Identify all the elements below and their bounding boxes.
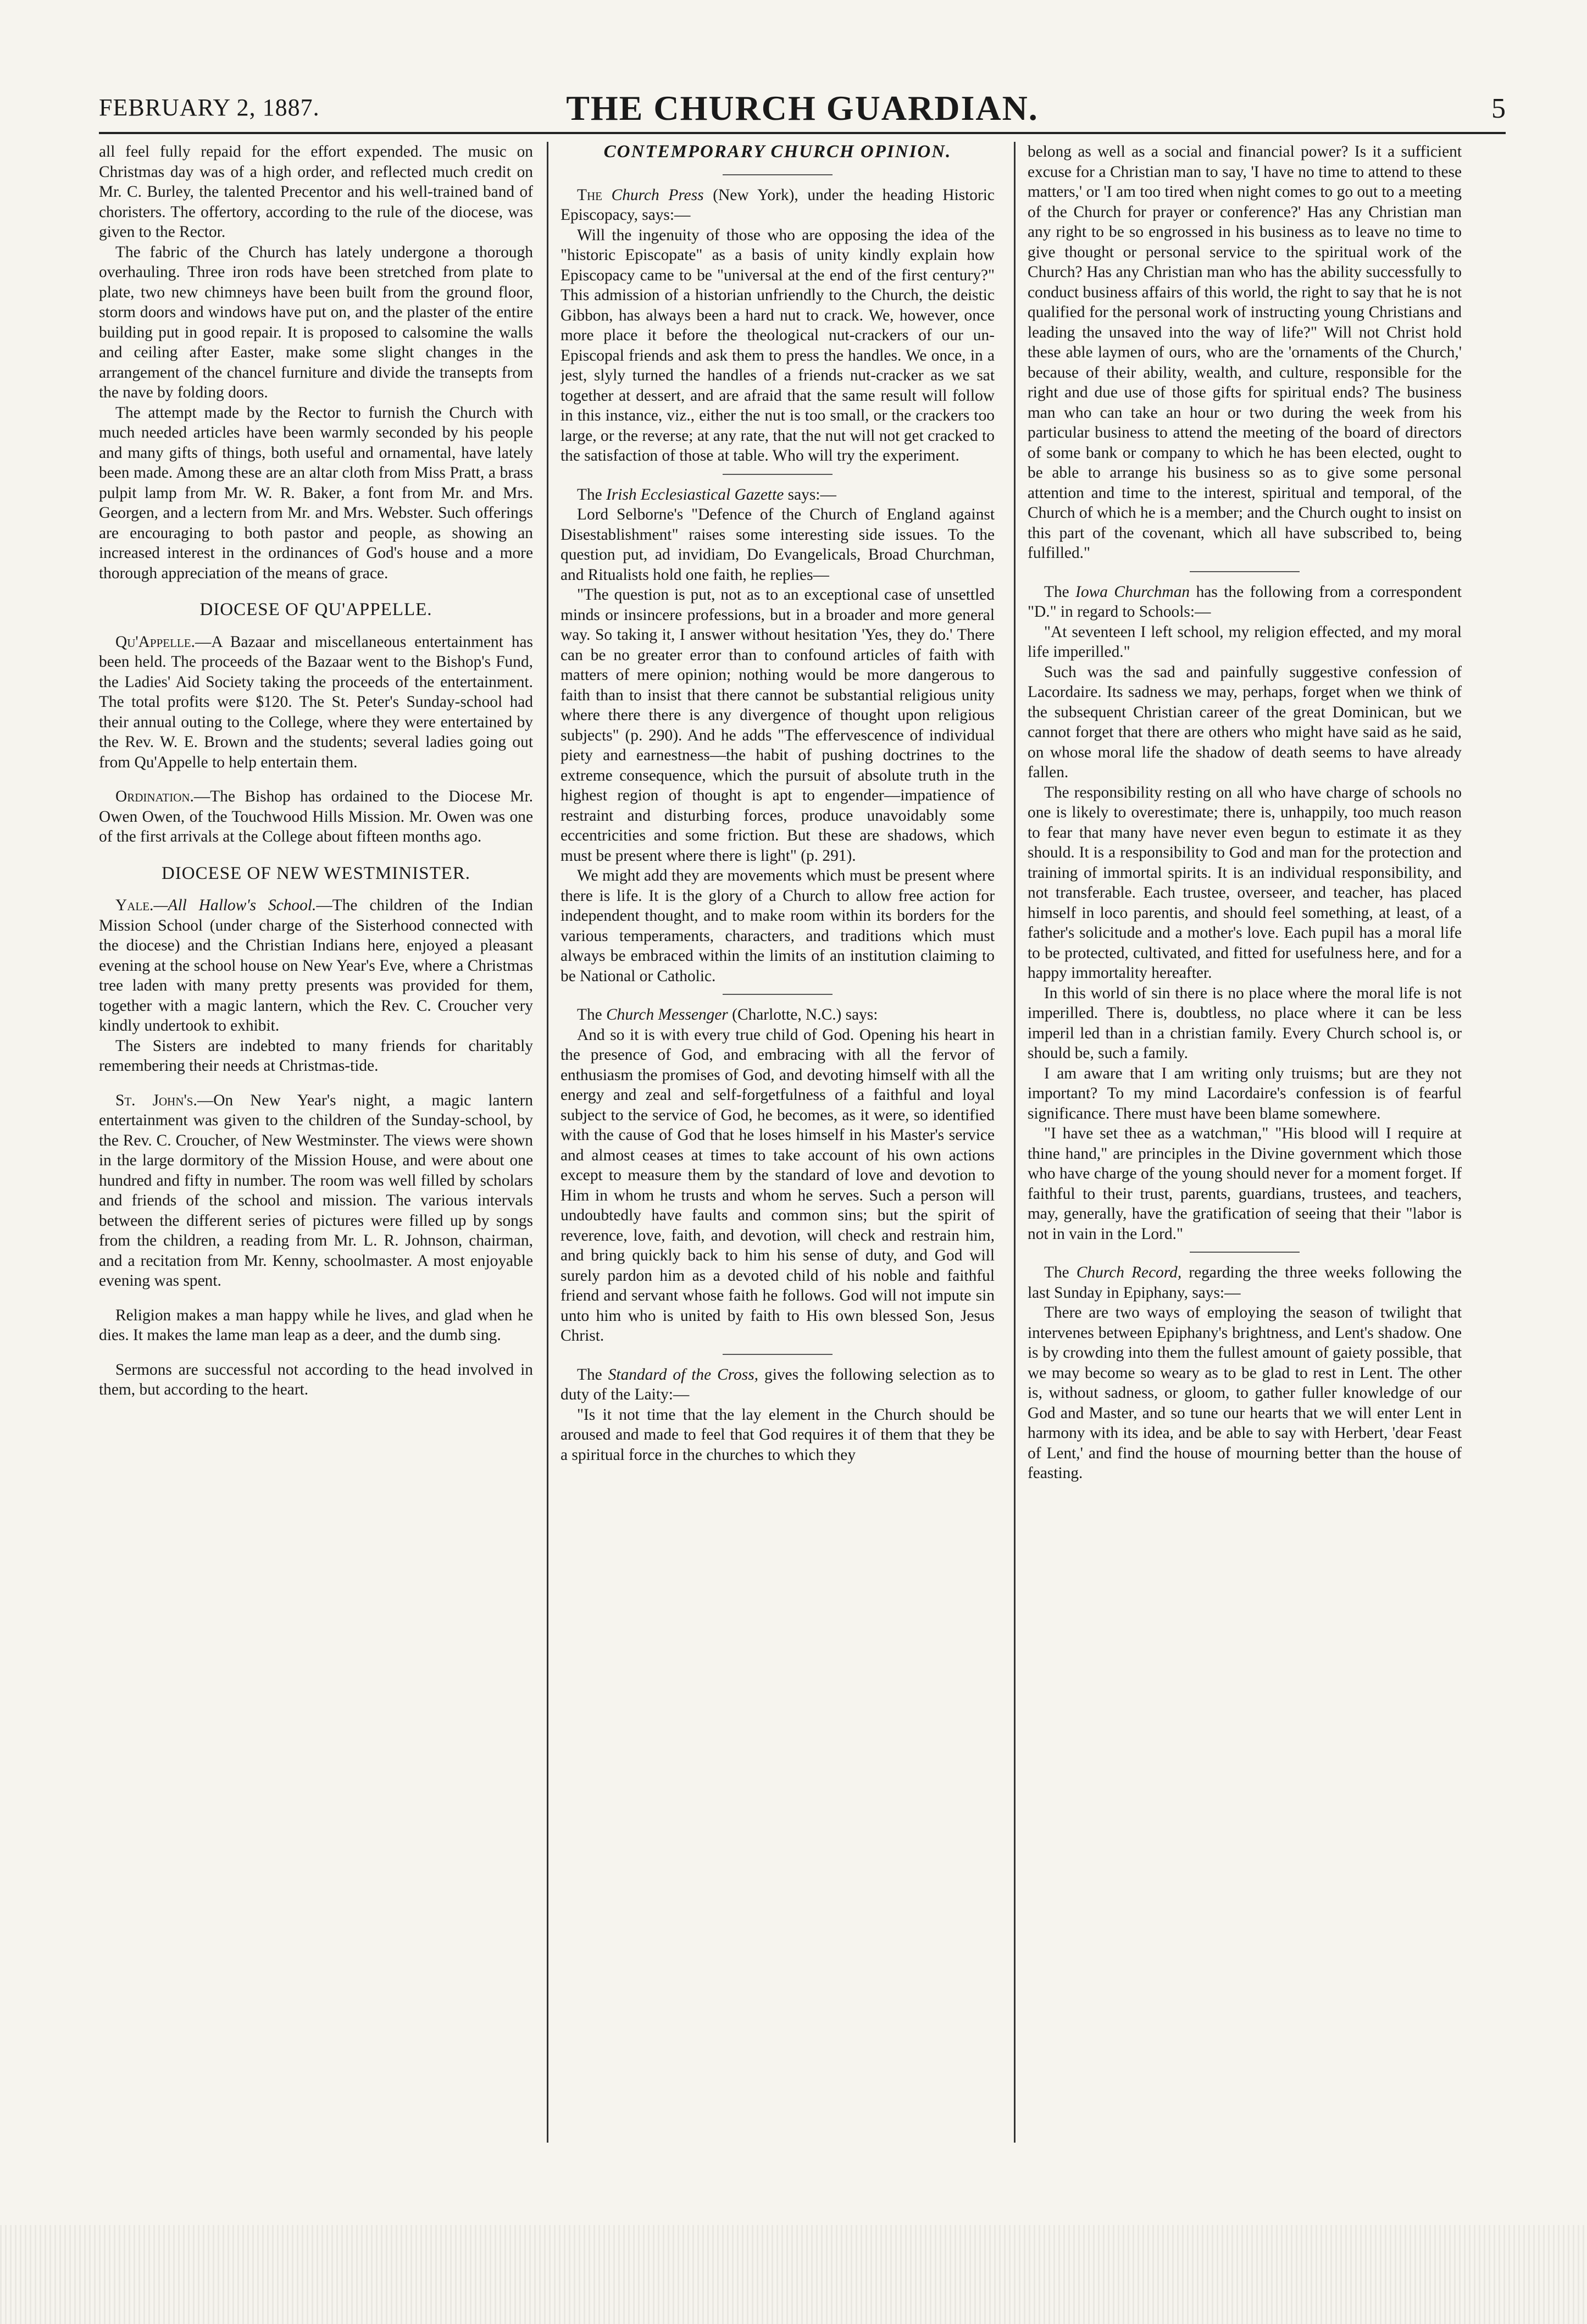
- column-2: [561, 142, 995, 2143]
- quoted-text: "I have set thee as a watchman," "His blood will I require at thine hand," are principles in the Divine government which those who have charge of the young should never for a moment forget. If faithful to their trust, parents, guardians, trustees, and teachers, may, generally, have the gratification of seeing that their "labor is not in vain in the Lord.": [1028, 1125, 1462, 1243]
- quote-intro: The Church Record, regarding the three weeks following the last Sunday in Epiphany, says:—: [1028, 1264, 1462, 1302]
- column-3: [1028, 142, 1462, 2143]
- quoted-text: Lord Selborne's "Defence of the Church of England against Disestablishment" raises some interesting side issues. To the question put, ad invidiam, Do Evangelicals, Broad Churchman, and Ritualists hold one faith, he replies—: [561, 506, 995, 584]
- page-number: 5: [1491, 93, 1506, 124]
- news-item: [99, 632, 533, 773]
- maxim: Sermons are successful not according to the head involved in them, but according to the heart.: [99, 1360, 533, 1398]
- news-item: [99, 787, 533, 847]
- item-body: —A Bazaar and miscellaneous entertainment has been held. The proceeds of the Bazaar went to the Bishop's Fund, the Ladies' Aid Society taking the proceeds of the entertainment. The total profits were $120. The St. Peter's Sunday-school had their annual outing to the College, where they were entertained by the Rev. W. E. Brown and the students; several ladies going out from Qu'Appelle to help entertain them.: [99, 633, 533, 771]
- separator: [1190, 1252, 1300, 1253]
- item-title: —All Hallow's School.: [153, 897, 317, 914]
- quoted-text: Will the ingenuity of those who are opposing the idea of the "historic Episcopate" as a basis of unity kindly explain how Episcopacy came to be "universal at the end of the first century?" This admission of a historian unfriendly to the Church, the deistic Gibbon, has always been a hard nut to crack. We, however, once more place it before the theological nut-crackers of our un-Episcopal friends and ask them to press the handles. We once, in a jest, slyly turned the handles of a friends nut-cracker as we sat together at dessert, and are afraid that the same result will follow in this instance, viz., either the nut is too small, or the crackers too large, or the reverse; at any rate, that the nut will not get cracked to the satisfaction of those at table. Who will try the experiment.: [561, 226, 995, 464]
- source-name: Church Press: [611, 186, 704, 204]
- separator: [723, 1354, 833, 1355]
- newspaper-title: THE CHURCH GUARDIAN.: [566, 88, 1039, 128]
- article-paragraph: The Sisters are indebted to many friends for charitably remembering their needs at Christmas-tide.: [99, 1037, 533, 1075]
- separator: [723, 474, 833, 475]
- quote-intro: The Iowa Churchman has the following from a correspondent "D." in regard to Schools:—: [1028, 583, 1462, 621]
- column-rule: [1014, 142, 1016, 2143]
- article-paragraph: all feel fully repaid for the effort expended. The music on Christmas day was of a high order, and reflected much credit on Mr. C. Burley, the talented Precentor and his well-trained band of choristers. The offertory, according to the rule of the diocese, was given to the Rector.: [99, 143, 533, 241]
- quote-intro: The Standard of the Cross, gives the following selection as to duty of the Laity:—: [561, 1365, 995, 1403]
- quote-intro: The Church Press (New York), under the heading Historic Episcopacy, says:—: [561, 186, 995, 224]
- quoted-text: "At seventeen I left school, my religion effected, and my moral life imperilled.": [1028, 623, 1462, 661]
- item-lead: Ordination.: [115, 788, 194, 805]
- maxim: Religion makes a man happy while he lives, and glad when he dies. It makes the lame man leap as a deer, and the dumb sing.: [99, 1306, 533, 1344]
- article-paragraph: The fabric of the Church has lately undergone a thorough overhauling. Three iron rods have been stretched from plate to plate, two new chimneys have been built from the ground floor, storm doors and windows have put on, and the plaster of the entire building put in good repair. It is proposed to calsomine the walls and ceiling after Easter, make some slight changes in the arrangement of the chancel furniture and divide the transepts from the nave by folding doors.: [99, 243, 533, 401]
- news-item: [99, 1091, 533, 1291]
- item-lead: Yale.: [115, 897, 154, 914]
- quoted-text: In this world of sin there is no place where the moral life is not imperilled. There is, doubtless, no place where it can be less imperil led than in a christian family. Every Church school is, or should be, such a family.: [1028, 984, 1462, 1062]
- quoted-text: "Is it not time that the lay element in the Church should be aroused and made to feel that God requires it of them that they be a spiritual force in the churches to which they: [561, 1406, 995, 1464]
- item-lead: St. John's.: [115, 1091, 197, 1109]
- source-name: Standard of the Cross,: [608, 1365, 758, 1384]
- quote-intro: The Irish Ecclesiastical Gazette says:—: [577, 485, 836, 503]
- quote-intro: The Church Messenger (Charlotte, N.C.) says:: [577, 1006, 878, 1023]
- item-lead: Qu'Appelle.: [115, 633, 195, 651]
- source-name: Iowa Churchman: [1075, 583, 1190, 601]
- source-name: Church Messenger: [606, 1006, 728, 1023]
- article-paragraph: The attempt made by the Rector to furnish the Church with much needed articles have been warmly seconded by his people and many gifts of things, both useful and ornamental, have lately been made. Among these are an altar cloth from Miss Pratt, a brass pulpit lamp from Mr. W. R. Baker, a font from Mr. and Mrs. Georgen, and a lectern from Mr. and Mrs. Webster. Such offerings are encouraging to both pastor and people, as showing an increased interest in the ordinances of God's house and a more thorough appreciation of the means of grace.: [99, 403, 533, 582]
- quoted-text: belong as well as a social and financial power? Is it a sufficient excuse for a Christian man to say, 'I have no time to attend to these matters,' or 'I am too tired when night comes to go out to a meeting of the Church for prayer or conference?' Has any Christian man any right to be so engrossed in his business as to leave no time to give thought or personal service to the spiritual work of the Church? Has any Christian man who has the ability successfully to conduct business affairs of this world, the right to say that he is not qualified for the personal work of instructing young Christians and leading the unsaved into the way of life?" Will not Christ hold these able laymen of ours, who are the 'ornaments of the Church,' because of their ability, wealth, and culture, responsible for the right and due use of those gifts for spiritual ends? The business man who can take an hour or two during the week from his particular business to attend the meeting of the board of directors of some bank or company to which he has been elected, ought to be able to arrange his business so as to give some personal attention and time to the interest, spiritual and temporal, of the Church of which he is a member; and the Church ought to insist on this part of the covenant, which all have subscribed to, being fulfilled.": [1028, 143, 1462, 562]
- section-heading: DIOCESE OF QU'APPELLE.: [199, 600, 432, 619]
- section-heading: DIOCESE OF NEW WESTMINISTER.: [161, 863, 471, 883]
- item-body: —The Bishop has ordained to the Diocese Mr. Owen Owen, of the Touchwood Hills Mission. Mr. Owen was one of the first arrivals at the College about fifteen months ago.: [99, 788, 533, 845]
- paper-texture: [0, 2225, 1587, 2324]
- quoted-text: The responsibility resting on all who have charge of schools no one is likely to overestimate; there is, unhappily, too much reason to fear that many have never even begun to estimate it as they should. It is a responsibility to God and man for the protection and training of immortal spirits. It is an individual responsibility, and not transferable. Each trustee, overseer, and teacher, has placed himself in loco parentis, and should feel something, at least, of a father's solicitude and a mother's love. Each pupil has a moral life to be protected, cultivated, and fitted for usefulness here, and for a happy immortality hereafter.: [1028, 783, 1462, 982]
- item-body: —On New Year's night, a magic lantern entertainment was given to the children of the Sunday-school, by the Rev. C. Croucher, of New Westminster. The views were shown in the large dormitory of the Mission House, and were about one hundred and fifty in number. The room was well filled by scholars and friends of the school and mission. The various intervals between the different series of pictures were filled up by songs from the children, a reading from Mr. L. R. Johnson, chairman, and a recitation from Mr. Kenny, schoolmaster. A most enjoyable evening was spent.: [99, 1091, 533, 1290]
- quoted-text: We might add they are movements which must be present where there is life. It is the glory of a Church to allow free action for independent thought, and to make room within its borders for the various temperaments, characters, and traditions which must always be embraced within the limits of an institution claiming to be National or Catholic.: [561, 867, 995, 985]
- separator: [723, 994, 833, 995]
- column-1: [99, 142, 533, 2143]
- section-heading: CONTEMPORARY CHURCH OPINION.: [603, 142, 952, 162]
- column-rule: [547, 142, 548, 2143]
- item-body: —The children of the Indian Mission School (under charge of the Sisterhood connected with the diocese) and the Christian Indians here, enjoyed a pleasant evening at the school house on New Year's Eve, where a Christmas tree laden with many pretty presents was provided for them, together with a magic lantern, which the Rev. C. Croucher very kindly undertook to exhibit.: [99, 897, 533, 1034]
- issue-date: FEBRUARY 2, 1887.: [99, 94, 320, 121]
- quoted-text: And so it is with every true child of God. Opening his heart in the presence of God, and embracing with all the fervor of enthusiasm the promises of God, and devoting himself with all the energy and zeal and self-forgetfulness of a faithful and loyal subject to the service of God, he becomes, as it were, so identified with the cause of God that he loses himself in his Master's service and almost ceases at times to take account of his own actions except to measure them by the standard of love and devotion to Him in whom he trusts and whom he serves. Such a person will undoubtedly have faults and common sins; but the spirit of reverence, love, faith, and devotion, will check and restrain him, and bring quickly back to him his sense of duty, and God will surely pardon him as a devoted child of his noble and faithful friend and servant whose faith he follows. God will not impute sin unto him who is united by faith to His own blessed Son, Jesus Christ.: [561, 1026, 995, 1344]
- news-item: [99, 895, 533, 1036]
- source-name: Church Record,: [1076, 1264, 1182, 1281]
- separator: [723, 174, 833, 175]
- quoted-text: Such was the sad and painfully suggestive confession of Lacordaire. Its sadness we may, perhaps, forget when we think of the subsequent Christian career of the great Dominican, but we cannot forget that there are others who might have said as he said, on whose moral life the shadow of death seems to have already fallen.: [1028, 663, 1462, 781]
- masthead: [99, 88, 1506, 134]
- quoted-text: "The question is put, not as to an exceptional case of unsettled minds or insincere professions, but in a broader and more general way. So taking it, I answer without hesitation 'Yes, they do.' There can be no greater error than to confound articles of faith with matters of mere opinion; nothing would be more dangerous to faith than to insist that there cannot be substantial religious unity where there there is any divergence of thought upon religious subjects" (p. 290). And he adds "The effervescence of individual piety and earnestness—the habit of pushing doctrines to the extreme consequence, which the pursuit of absolute truth in the highest region of thought is apt to engender—impatience of restraint and disturbing forces, produce unavoidably some eccentricities and some friction. But these are shadows, which must be present where there is light" (p. 291).: [561, 586, 995, 865]
- separator: [1190, 571, 1300, 572]
- quoted-text: There are two ways of employing the season of twilight that intervenes between Epiphany's brightness, and Lent's shadow. One is by crowding into them the fullest amount of gaiety possible, that we may become so weary as to be glad to rest in Lent. The other is, without sadness, or gloom, to gather fuller knowledge of our God and Master, and so tune our hearts that we will enter Lent in harmony with its idea, and be able to say with Herbert, 'dear Feast of Lent,' and find the house of mourning better than the house of feasting.: [1028, 1304, 1462, 1482]
- source-name: Irish Ecclesiastical Gazette: [606, 485, 784, 503]
- quoted-text: I am aware that I am writing only truisms; but are they not important? To my mind Lacordaire's confession is of fearful significance. There must have been blame somewhere.: [1028, 1064, 1462, 1122]
